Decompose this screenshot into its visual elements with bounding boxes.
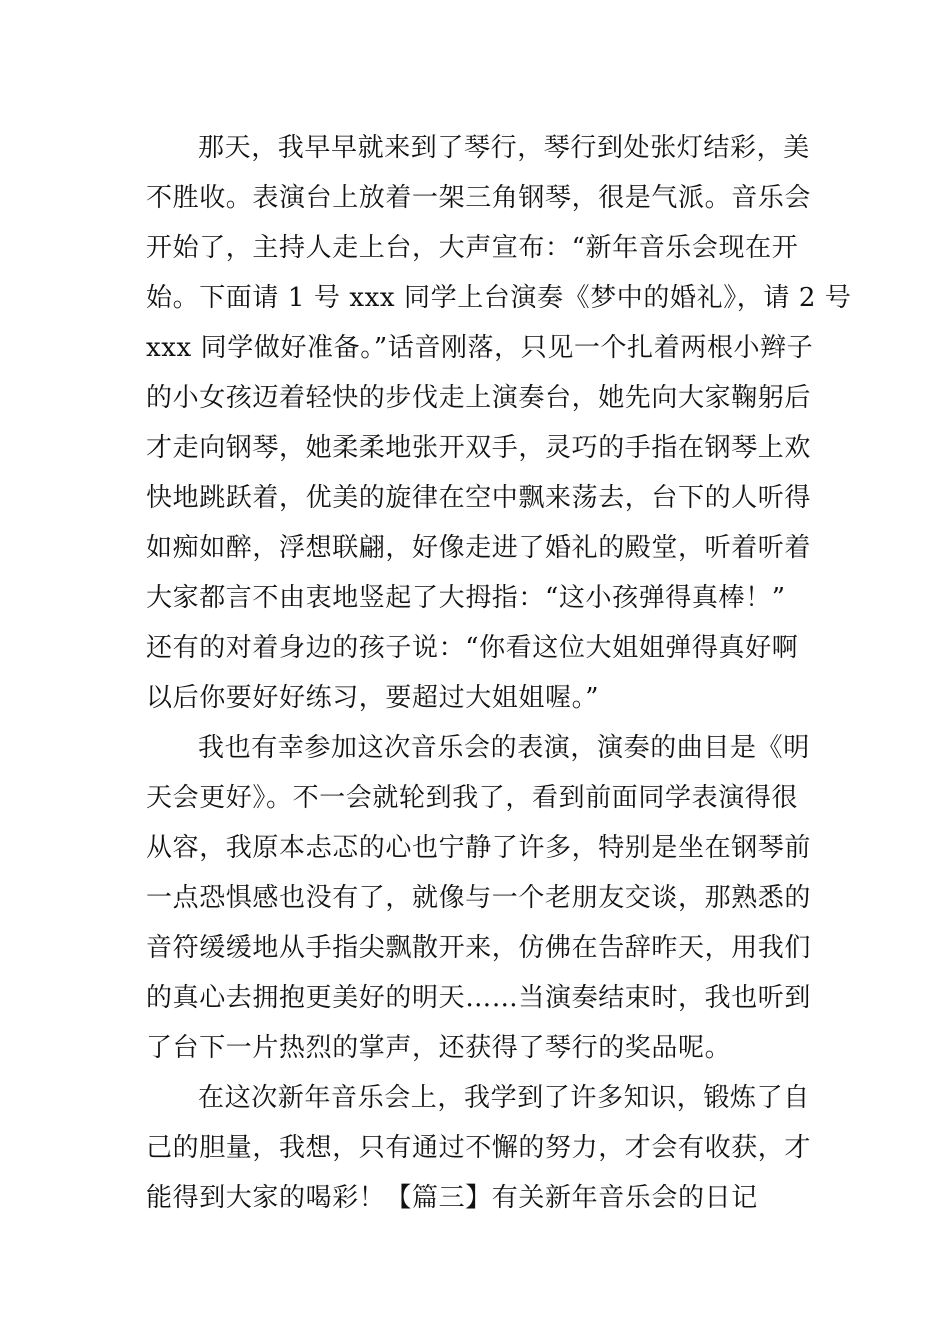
paragraph-line: xxx 同学做好准备。”话音刚落，只见一个扎着两根小辫子 bbox=[146, 333, 814, 363]
paragraph-line: 能得到大家的喝彩！【篇三】有关新年音乐会的日记 bbox=[146, 1183, 758, 1213]
paragraph-line: 始。下面请 1 号 xxx 同学上台演奏《梦中的婚礼》，请 2 号 bbox=[146, 283, 852, 313]
paragraph-line: 从容，我原本忐忑的心也宁静了许多，特别是坐在钢琴前 bbox=[146, 833, 812, 863]
paragraph-line: 的小女孩迈着轻快的步伐走上演奏台，她先向大家鞠躬后 bbox=[146, 383, 812, 413]
paragraph-line: 音符缓缓地从手指尖飘散开来，仿佛在告辞昨天，用我们 bbox=[146, 933, 812, 963]
paragraph-line: 天会更好》。不一会就轮到我了，看到前面同学表演得很 bbox=[146, 783, 799, 813]
paragraph-line: 在这次新年音乐会上，我学到了许多知识，锻炼了自 bbox=[198, 1083, 810, 1113]
paragraph-line: 开始了，主持人走上台，大声宣布：“新年音乐会现在开 bbox=[146, 233, 799, 263]
paragraph-line: 那天，我早早就来到了琴行，琴行到处张灯结彩，美 bbox=[198, 133, 810, 163]
paragraph-line: 了台下一片热烈的掌声，还获得了琴行的奖品呢。 bbox=[146, 1033, 732, 1063]
paragraph-line: 我也有幸参加这次音乐会的表演，演奏的曲目是《明 bbox=[198, 733, 810, 763]
paragraph-line: 一点恐惧感也没有了，就像与一个老朋友交谈，那熟悉的 bbox=[146, 883, 812, 913]
paragraph-line: 大家都言不由衷地竖起了大拇指：“这小孩弹得真棒！” bbox=[146, 583, 786, 613]
paragraph-line: 还有的对着身边的孩子说：“你看这位大姐姐弹得真好啊 bbox=[146, 633, 799, 663]
paragraph-line: 如痴如醉，浮想联翩，好像走进了婚礼的殿堂，听着听着 bbox=[146, 533, 812, 563]
paragraph-line: 以后你要好好练习，要超过大姐姐喔。” bbox=[146, 683, 600, 713]
paragraph-line: 的真心去拥抱更美好的明天……当演奏结束时，我也听到 bbox=[146, 983, 812, 1013]
paragraph-line: 不胜收。表演台上放着一架三角钢琴，很是气派。音乐会 bbox=[146, 183, 812, 213]
paragraph-line: 己的胆量，我想，只有通过不懈的努力，才会有收获，才 bbox=[146, 1133, 812, 1163]
paragraph-line: 才走向钢琴，她柔柔地张开双手，灵巧的手指在钢琴上欢 bbox=[146, 433, 812, 463]
paragraph-line: 快地跳跃着，优美的旋律在空中飘来荡去，台下的人听得 bbox=[146, 483, 812, 513]
